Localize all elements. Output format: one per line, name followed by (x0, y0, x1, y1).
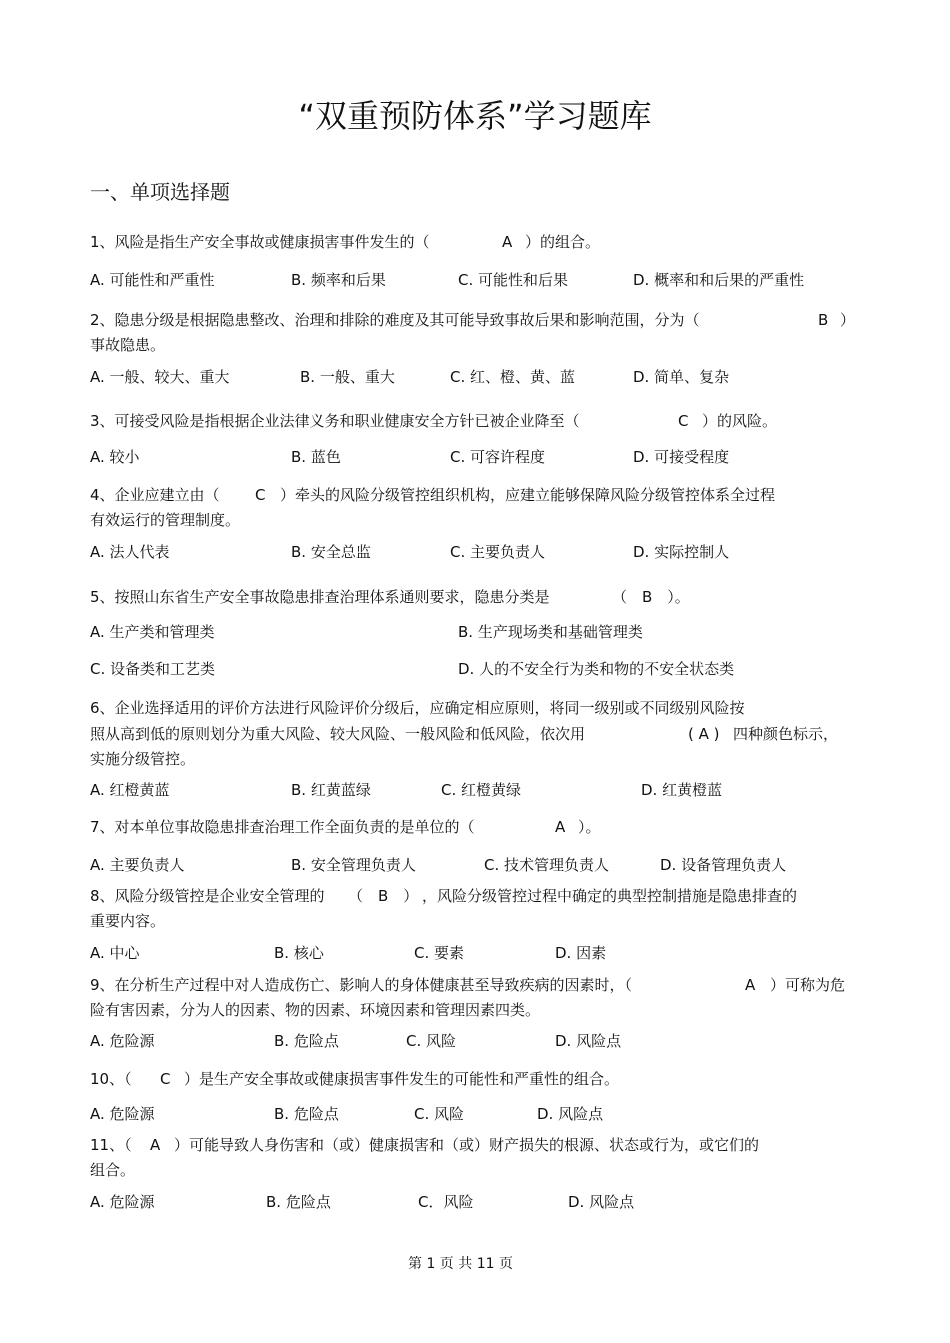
question-4-stem: 4、企业应建立由（ (90, 486, 220, 504)
question-1-tail: ）的组合。 (525, 233, 601, 251)
question-9-tail: ）可称为危 (770, 976, 846, 994)
question-3-tail: ）的风险。 (702, 412, 778, 430)
question-10-option-b: B. 危险点 (274, 1105, 339, 1123)
question-10-tail: ）是生产安全事故或健康损害事件发生的可能性和严重性的组合。 (184, 1070, 620, 1088)
question-9-option-d: D. 风险点 (555, 1032, 622, 1050)
question-4-answer: C (255, 486, 266, 504)
question-2-option-b: B. 一般、重大 (300, 368, 395, 386)
question-7-option-a: A. 主要负责人 (90, 856, 185, 874)
question-6-tail: 四种颜色标示， (733, 725, 839, 743)
question-7-option-b: B. 安全管理负责人 (291, 856, 416, 874)
question-11-answer: A (150, 1136, 161, 1154)
question-6-option-b: B. 红黄蓝绿 (291, 781, 371, 799)
question-7-stem: 7、对本单位事故隐患排查治理工作全面负责的是单位的（ (90, 818, 475, 836)
question-11-option-b: B. 危险点 (266, 1193, 331, 1211)
question-2-option-d: D. 简单、复杂 (633, 368, 730, 386)
question-6-option-c: C. 红橙黄绿 (441, 781, 522, 799)
question-9-stem: 9、在分析生产过程中对人造成伤亡、影响人的身体健康甚至导致疾病的因素时，（ (90, 976, 633, 994)
question-11-option-a: A. 危险源 (90, 1193, 155, 1211)
question-3-stem: 3、可接受风险是指根据企业法律义务和职业健康安全方针已被企业降至（ (90, 412, 580, 430)
question-10-answer: C (160, 1070, 171, 1088)
page-footer: 第 1 页 共 11 页 (408, 1256, 513, 1272)
question-5-option-d: D. 人的不安全行为类和物的不安全状态类 (458, 660, 735, 678)
question-2-option-c: C. 红、橙、黄、蓝 (450, 368, 576, 386)
question-1-option-b: B. 频率和后果 (291, 271, 386, 289)
question-6-answer: ( A ) (688, 725, 720, 743)
question-6-line1: 6、企业选择适用的评价方法进行风险评价分级后，应确定相应原则，将同一级别或不同级别风险按 (90, 699, 745, 717)
question-5-answer: （ B ）。 (612, 588, 690, 606)
question-4-option-c: C. 主要负责人 (450, 543, 546, 561)
question-10-option-a: A. 危险源 (90, 1105, 155, 1123)
question-11-option-d: D. 风险点 (568, 1193, 635, 1211)
question-4-line2: 有效运行的管理制度。 (90, 511, 241, 529)
question-7-option-d: D. 设备管理负责人 (660, 856, 787, 874)
question-2-option-a: A. 一般、较大、重大 (90, 368, 230, 386)
question-1-stem: 1、风险是指生产安全事故或健康损害事件发生的（ (90, 233, 430, 251)
question-9-option-b: B. 危险点 (274, 1032, 339, 1050)
question-1-option-c: C. 可能性和后果 (458, 271, 569, 289)
question-2-tail: ） (840, 311, 856, 329)
question-10-stem: 10、（ (90, 1070, 132, 1088)
question-3-option-c: C. 可容许程度 (450, 448, 546, 466)
question-1-answer: A (502, 233, 513, 251)
question-9-option-c: C. 风险 (406, 1032, 457, 1050)
question-4-option-a: A. 法人代表 (90, 543, 170, 561)
question-4-option-b: B. 安全总监 (291, 543, 371, 561)
question-10-option-d: D. 风险点 (537, 1105, 604, 1123)
question-1-option-d: D. 概率和和后果的严重性 (633, 271, 805, 289)
question-5-option-a: A. 生产类和管理类 (90, 623, 215, 641)
question-3-option-d: D. 可接受程度 (633, 448, 730, 466)
question-5-stem: 5、按照山东省生产安全事故隐患排查治理体系通则要求，隐患分类是 (90, 588, 550, 606)
question-7-tail: ）。 (578, 818, 601, 836)
question-8-option-d: D. 因素 (555, 944, 607, 962)
question-3-option-b: B. 蓝色 (291, 448, 341, 466)
question-9-option-a: A. 危险源 (90, 1032, 155, 1050)
question-2-answer: B (818, 311, 829, 329)
question-7-option-c: C. 技术管理负责人 (484, 856, 610, 874)
question-2-stem: 2、隐患分级是根据隐患整改、治理和排除的难度及其可能导致事故后果和影响范围，分为（ (90, 311, 700, 329)
question-6-option-a: A. 红橙黄蓝 (90, 781, 170, 799)
question-8-line2: 重要内容。 (90, 912, 166, 930)
question-9-answer: A (745, 976, 756, 994)
question-11-line2: 组合。 (90, 1161, 136, 1179)
question-11-tail: ）可能导致人身伤害和（或）健康损害和（或）财产损失的根源、状态或行为，或它们的 (174, 1136, 760, 1154)
question-11-stem: 11、（ (90, 1136, 132, 1154)
question-3-answer: C (678, 412, 689, 430)
question-5-option-b: B. 生产现场类和基础管理类 (458, 623, 643, 641)
question-8-option-c: C. 要素 (414, 944, 465, 962)
question-4-tail: ）牵头的风险分级管控组织机构，应建立能够保障风险分级管控体系全过程 (280, 486, 776, 504)
question-8-tail: ，风险分级管控过程中确定的典型控制措施是隐患排查的 (422, 887, 798, 905)
question-4-option-d: D. 实际控制人 (633, 543, 730, 561)
question-8-stem: 8、风险分级管控是企业安全管理的 (90, 887, 325, 905)
section-heading: 一、单项选择题 (90, 180, 230, 204)
question-1-option-a: A. 可能性和严重性 (90, 271, 215, 289)
question-5-option-c: C. 设备类和工艺类 (90, 660, 216, 678)
question-6-line2: 照从高到低的原则划分为重大风险、较大风险、一般风险和低风险，依次用 (90, 725, 586, 743)
document-title: “双重预防体系”学习题库 (298, 97, 652, 135)
question-9-line2: 险有害因素，分为人的因素、物的因素、环境因素和管理因素四类。 (90, 1001, 541, 1019)
question-8-answer: （ B ） (348, 887, 419, 905)
question-10-option-c: C. 风险 (414, 1105, 465, 1123)
question-2-line2: 事故隐患。 (90, 336, 166, 354)
question-3-option-a: A. 较小 (90, 448, 140, 466)
question-8-option-a: A. 中心 (90, 944, 140, 962)
question-6-option-d: D. 红黄橙蓝 (641, 781, 723, 799)
question-11-option-c: C．风险 (418, 1193, 474, 1211)
question-8-option-b: B. 核心 (274, 944, 324, 962)
question-7-answer: A (555, 818, 566, 836)
question-6-line3: 实施分级管控。 (90, 750, 196, 768)
